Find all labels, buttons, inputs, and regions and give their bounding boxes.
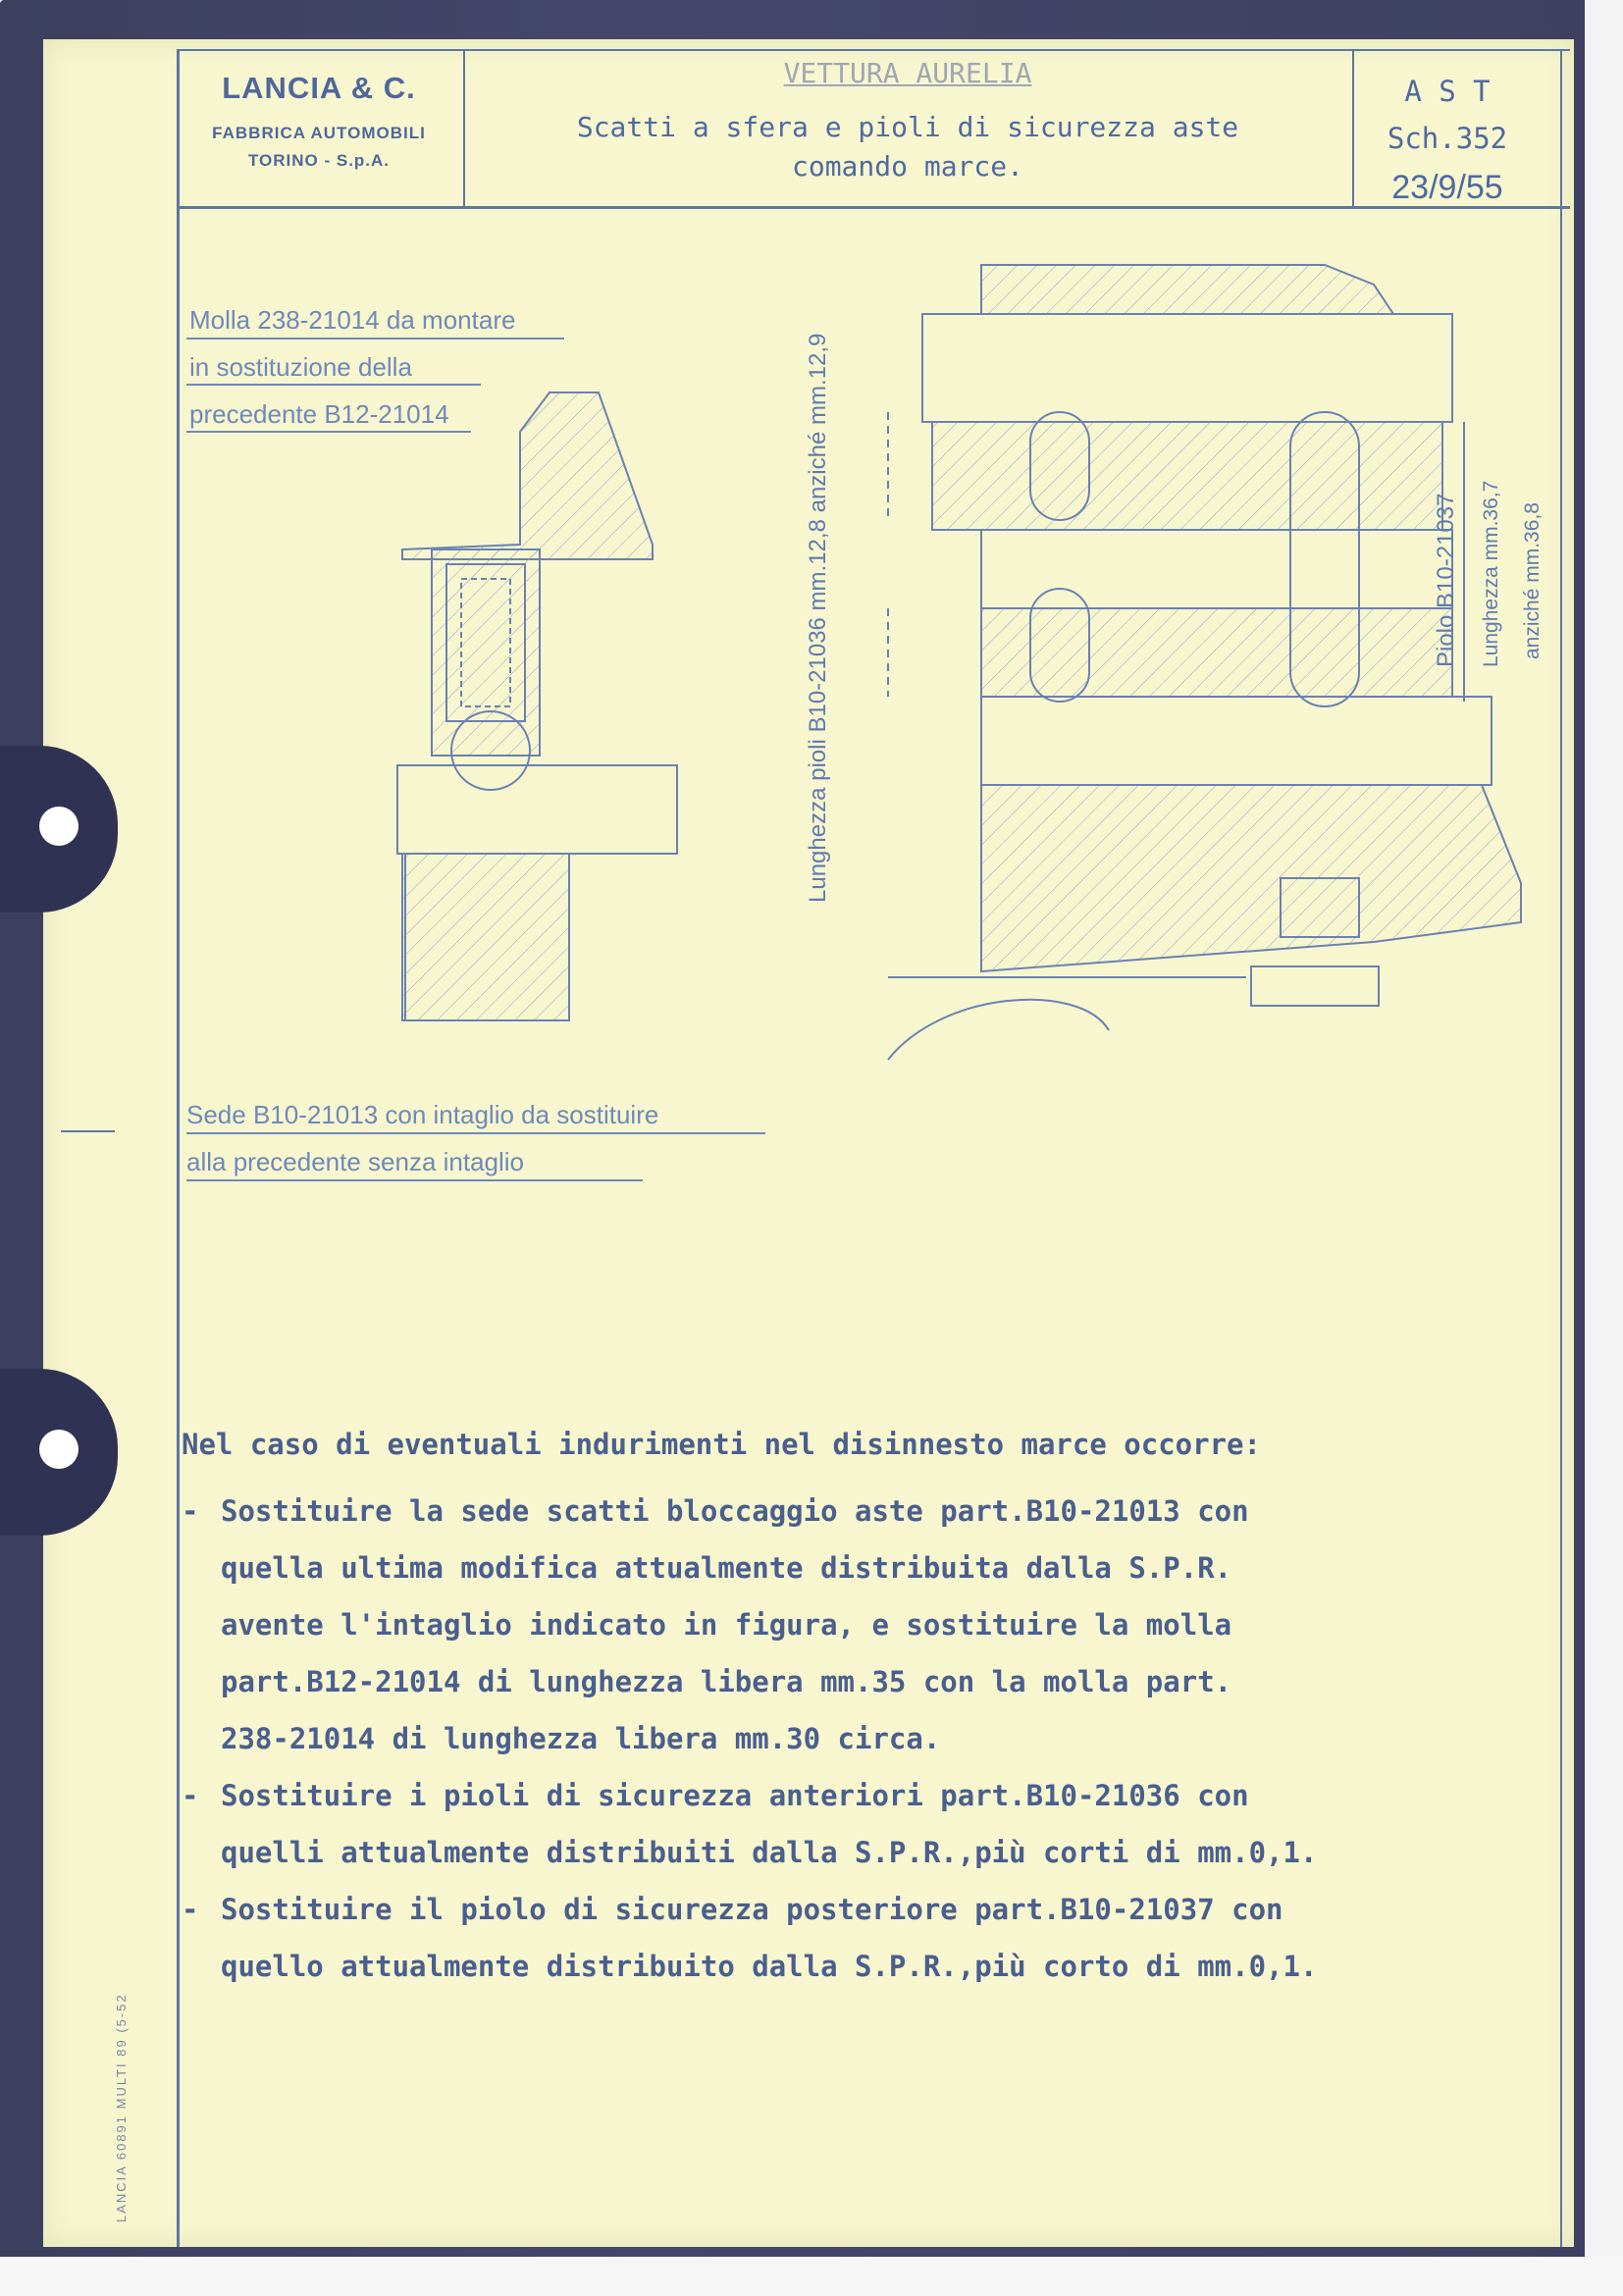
instruction-line: quelli attualmente distribuiti dalla S.P.R.,più corti di mm.0,1. (221, 1836, 1318, 1869)
note-line: Molla 238-21014 da montare (189, 305, 516, 335)
instruction-line: 238-21014 di lunghezza libera mm.30 circa. (221, 1722, 941, 1755)
instruction-line: part.B12-21014 di lunghezza libera mm.35 con la molla part. (221, 1665, 1232, 1698)
casting-curve (888, 1000, 1109, 1060)
title-line-1: Scatti a sfera e pioli di sicurezza aste (576, 111, 1239, 143)
rear-pin-previous-length-label: anziché mm.36,8 (1521, 502, 1544, 659)
company-name: LANCIA & C. (222, 71, 416, 105)
note-line: in sostituzione della (189, 352, 412, 382)
seat-replacement-note (186, 1091, 658, 1185)
left-detail-drawing (397, 392, 677, 1020)
front-pin-length-label: Lunghezza pioli B10-21036 mm.12,8 anziché mm.12,9 (805, 333, 831, 903)
margin-print-stamp: LANCIA 60891 MULTI 89 (5-52 (114, 1993, 129, 2222)
instruction-item (182, 1767, 1536, 1881)
sheet-number: Sch.352 (1387, 122, 1508, 155)
rail-2 (932, 422, 1442, 530)
instruction-line: quello attualmente distribuito dalla S.P.R.,più corto di mm.0,1. (221, 1950, 1318, 1983)
list-dash: - (182, 1494, 199, 1528)
upper-casting (981, 265, 1393, 314)
instructions-intro: Nel caso di eventuali indurimenti nel disinnesto marce occorre: (182, 1428, 1261, 1461)
lower-housing (402, 854, 569, 1020)
right-detail-drawing (888, 265, 1521, 1060)
instruction-line: quella ultima modifica attualmente distribuita dalla S.P.R. (221, 1551, 1232, 1585)
seat-block (432, 549, 540, 756)
note-line: Sede B10-21013 con intaglio da sostituire (186, 1100, 659, 1129)
instruction-line: avente l'intaglio indicato in figura, e sostituire la molla (221, 1608, 1232, 1642)
document-date: 23/9/55 (1391, 169, 1503, 206)
instruction-item (182, 1483, 1536, 1767)
title-line-2: comando marce. (791, 150, 1023, 183)
instruction-line: Sostituire i pioli di sicurezza anteriori part.B10-21036 con (221, 1779, 1249, 1812)
reference-code: A S T (1404, 75, 1491, 108)
rail-1 (922, 314, 1452, 422)
rail-3 (981, 530, 1452, 608)
spring-replacement-note (189, 296, 515, 438)
vehicle-name: VETTURA AURELIA (783, 57, 1032, 89)
rear-pin-length-label: Lunghezza mm.36,7 (1480, 480, 1502, 667)
instructions (182, 1428, 1536, 1995)
shift-rod (397, 765, 677, 854)
note-line: alla precedente senza intaglio (186, 1147, 525, 1176)
list-dash: - (182, 1779, 199, 1812)
note-line: precedente B12-21014 (189, 399, 449, 429)
plug-head (1251, 966, 1379, 1006)
instruction-item (182, 1881, 1536, 1995)
rail-4 (981, 608, 1452, 697)
rear-pin-label: Piolo B10-21037 (1433, 493, 1459, 667)
instruction-line: Sostituire il piolo di sicurezza posteriore part.B10-21037 con (221, 1893, 1283, 1926)
rail-5 (981, 697, 1492, 785)
list-dash: - (182, 1893, 199, 1926)
company-city: TORINO - S.p.A. (247, 151, 391, 170)
instruction-line: Sostituire la sede scatti bloccaggio aste part.B10-21013 con (221, 1494, 1249, 1528)
lower-casting (981, 785, 1521, 971)
company-subtitle: FABBRICA AUTOMOBILI (212, 124, 426, 142)
note-underlines (186, 339, 765, 1180)
